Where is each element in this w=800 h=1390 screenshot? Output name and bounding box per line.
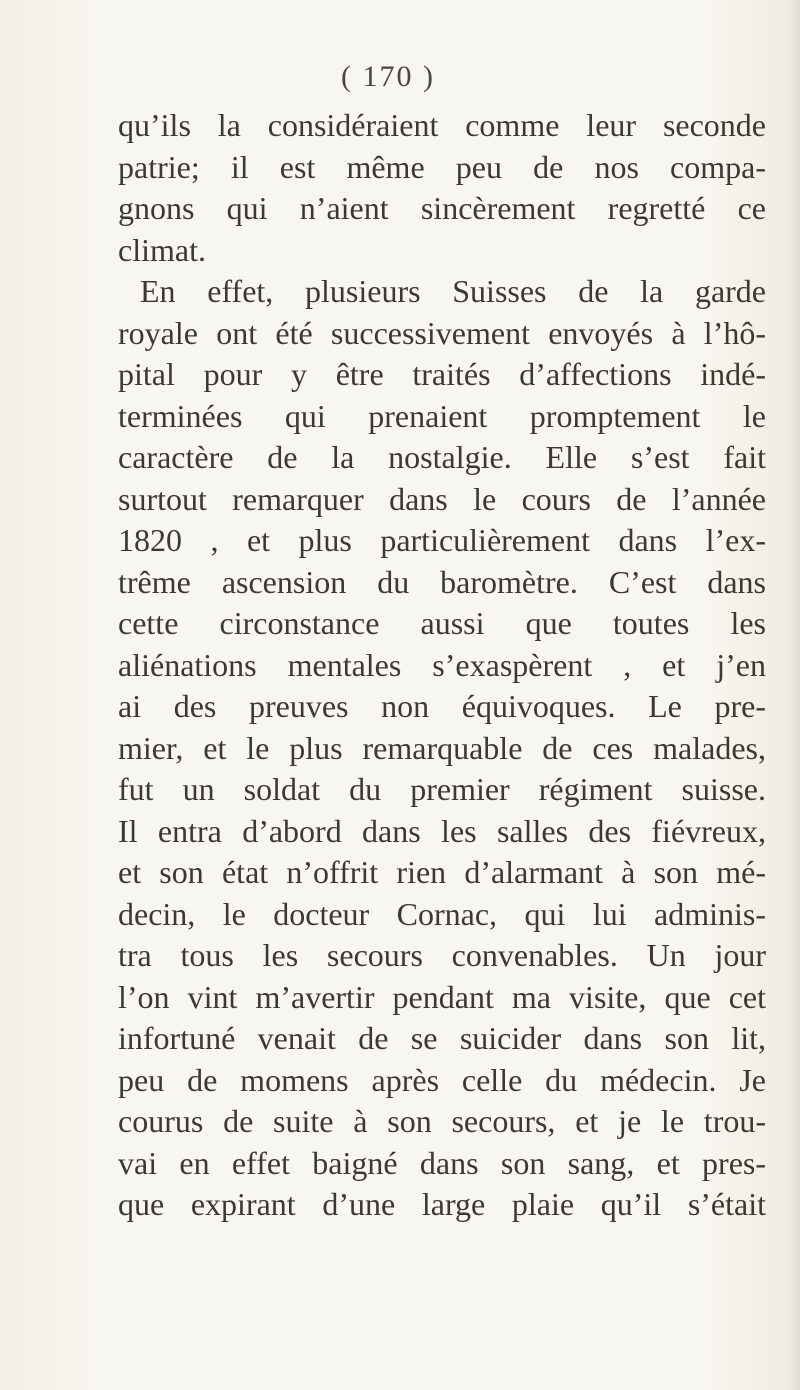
- text-line: En effet, plusieurs Suisses de la garde: [140, 273, 766, 309]
- text-line: peu de momens après celle du médecin. Je: [118, 1061, 766, 1098]
- text-line: Il entra d’abord dans les salles des fiévreux,: [118, 812, 766, 849]
- text-line: caractère de la nostalgie. Elle s’est fait: [118, 439, 766, 475]
- page-edge-shadow: [786, 0, 800, 1390]
- page-number: ( 170 ): [341, 60, 435, 93]
- text-line: patrie; il est même peu de nos compa-: [118, 148, 766, 185]
- text-line: et son état n’offrit rien d’alarmant à son mé-: [118, 854, 766, 890]
- text-line: tra tous les secours convenables. Un jour: [118, 937, 766, 973]
- text-line: mier, et le plus remarquable de ces malades,: [118, 729, 766, 766]
- text-line: pital pour y être traités d’affections indé-: [118, 356, 766, 392]
- text-line: que expirant d’une large plaie qu’il s’était: [118, 1186, 766, 1222]
- text-line: decin, le docteur Cornac, qui lui adminis-: [118, 895, 766, 932]
- text-line: fut un soldat du premier régiment suisse.: [118, 771, 766, 807]
- text-line: cette circonstance aussi que toutes les: [118, 605, 766, 641]
- text-line: ai des preuves non équivoques. Le pre-: [118, 688, 766, 724]
- text-line: trême ascension du baromètre. C’est dans: [118, 563, 766, 600]
- body-text: [118, 105, 766, 1226]
- text-line: gnons qui n’aient sincèrement regretté ce: [118, 190, 766, 226]
- text-line: aliénations mentales s’exaspèrent , et j’en: [118, 646, 766, 683]
- text-line: vai en effet baigné dans son sang, et pres-: [118, 1144, 766, 1181]
- text-line: infortuné venait de se suicider dans son lit,: [118, 1020, 766, 1056]
- text-line: courus de suite à son secours, et je le trou-: [118, 1103, 766, 1139]
- text-line: surtout remarquer dans le cours de l’année: [118, 480, 766, 517]
- text-line: l’on vint m’avertir pendant ma visite, que cet: [118, 978, 766, 1015]
- text-line: royale ont été successivement envoyés à l’hô-: [118, 314, 766, 351]
- text-line: qu’ils la considéraient comme leur seconde: [118, 107, 766, 143]
- text-line: 1820 , et plus particulièrement dans l’ex-: [118, 522, 766, 558]
- text-line: climat.: [118, 231, 206, 268]
- text-line: terminées qui prenaient promptement le: [118, 397, 766, 434]
